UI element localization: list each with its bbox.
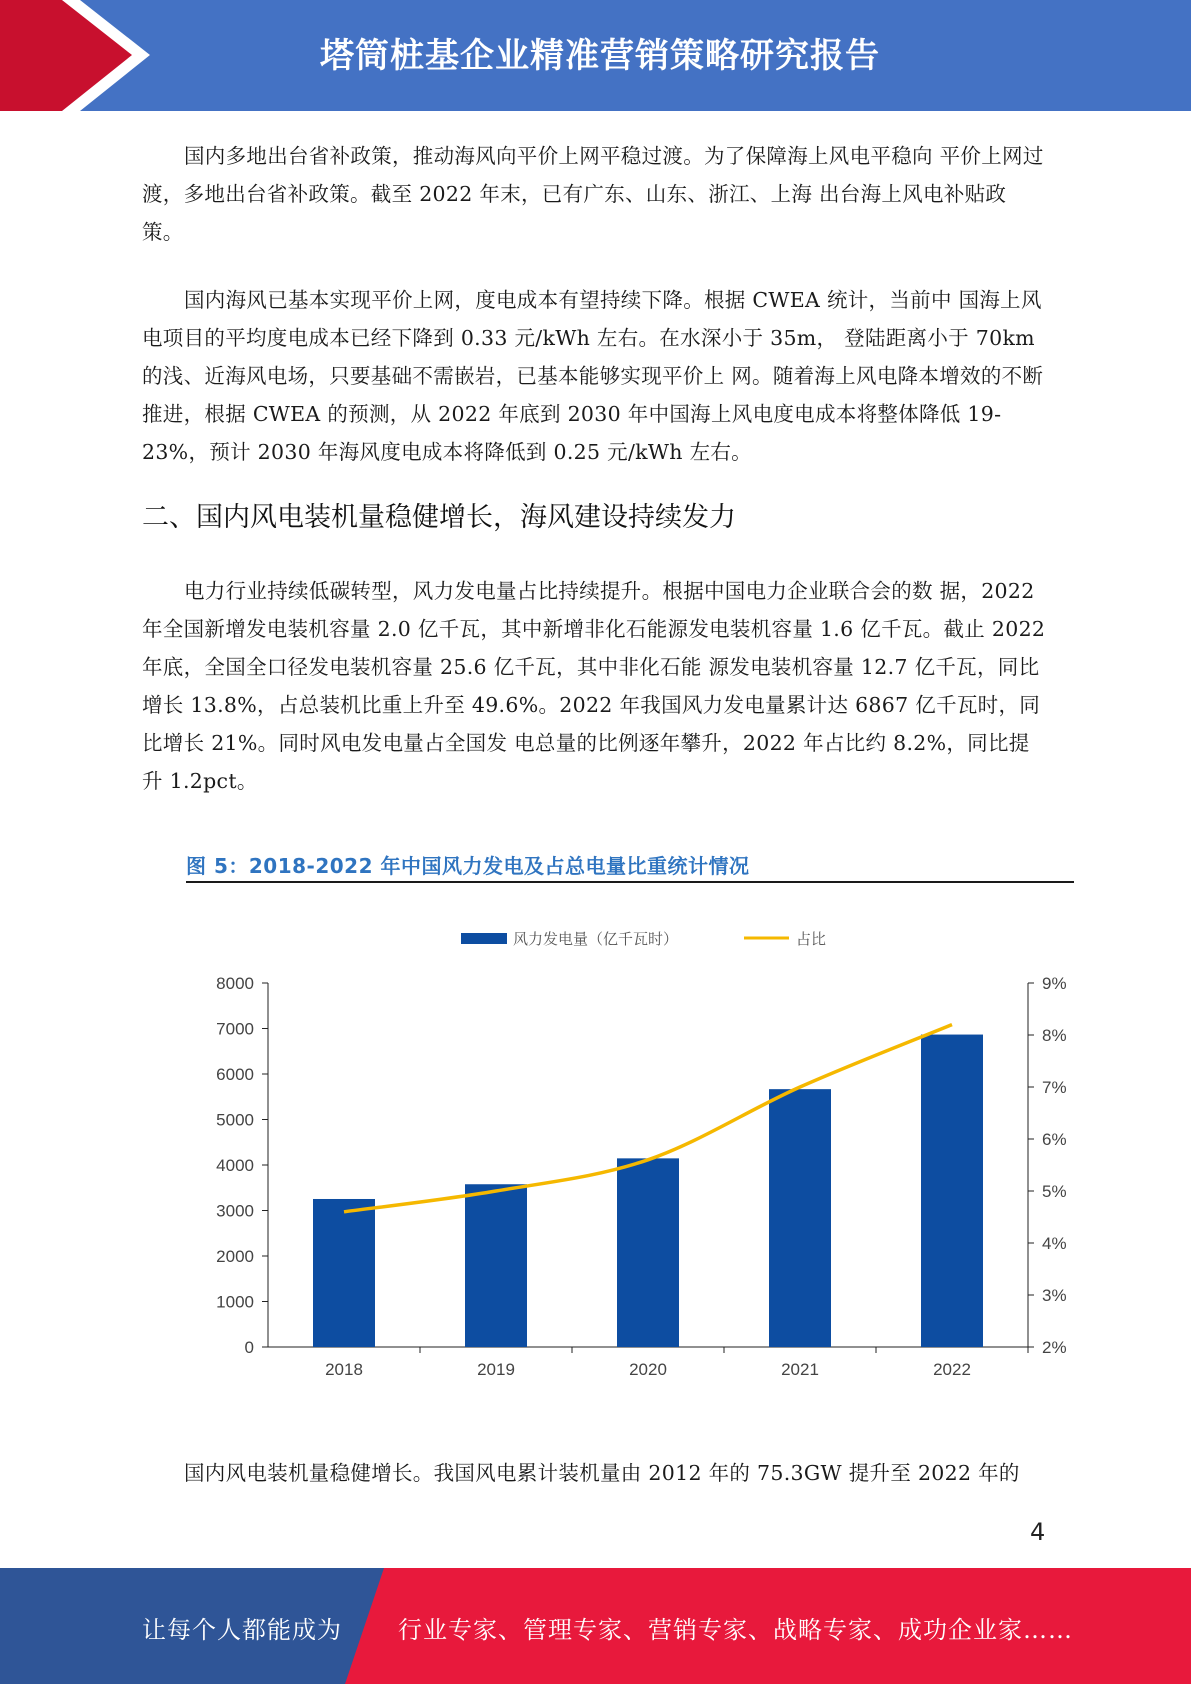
- y-left-tick-label: 8000: [216, 974, 254, 993]
- y-left-tick-label: 4000: [216, 1156, 254, 1175]
- x-tick-label: 2022: [933, 1360, 971, 1379]
- x-tick-label: 2021: [781, 1360, 819, 1379]
- figure-title: 图 5：2018-2022 年中国风力发电及占总电量比重统计情况: [186, 854, 750, 878]
- y-right-tick-label: 2%: [1042, 1338, 1067, 1357]
- y-left-tick-label: 5000: [216, 1110, 254, 1130]
- header-red-arrow: [0, 0, 150, 111]
- chart-svg: [186, 900, 1074, 1400]
- y-left-tick-label: 3000: [216, 1201, 254, 1221]
- section-heading: 二、国内风电装机量稳健增长，海风建设持续发力: [142, 502, 736, 533]
- legend-label-line: 占比: [796, 931, 827, 948]
- y-right-tick-label: 4%: [1042, 1234, 1067, 1253]
- bar: [769, 1089, 831, 1347]
- y-right-tick-label: 9%: [1042, 974, 1067, 993]
- legend-swatch-bar: [461, 933, 507, 944]
- y-left-tick-label: 7000: [216, 1019, 254, 1039]
- page-header: [0, 0, 1191, 111]
- paragraph-4: 国内风电装机量稳健增长。我国风电累计装机量由 2012 年的 75.3GW 提升至 2022 年的: [184, 1461, 1020, 1485]
- bar: [921, 1035, 983, 1347]
- y-left-tick-label: 2000: [216, 1247, 254, 1266]
- paragraph-1: 国内多地出台省补政策，推动海风向平价上网平稳过渡。为了保障海上风电平稳向 平价上网过渡，多地出台省补政策。截至 2022 年末，已有广东、山东、浙江、上海 出台海上风电补贴政策。: [142, 144, 1044, 244]
- y-right-tick-label: 6%: [1042, 1130, 1067, 1149]
- y-left-tick-label: 0: [244, 1338, 254, 1357]
- x-tick-label: 2019: [477, 1360, 515, 1379]
- chart-legend: [461, 930, 826, 948]
- report-title: 塔筒桩基企业精准营销策略研究报告: [320, 36, 880, 76]
- y-right-tick-label: 3%: [1042, 1286, 1067, 1305]
- bar: [465, 1184, 527, 1347]
- x-tick-label: 2018: [325, 1360, 363, 1379]
- footer-slogan-left: 让每个人都能成为: [142, 1616, 342, 1644]
- y-left-tick-label: 1000: [216, 1292, 254, 1312]
- paragraph-2: 国内海风已基本实现平价上网，度电成本有望持续下降。根据 CWEA 统计，当前中 国海上风电项目的平均度电成本已经下降到 0.33 元/kWh 左右。在水深小于 35m， 登陆距离小于 70km 的浅、近海风电场，只要基础不需嵌岩，已基本能够实现平价上 网。随着海上风电降本增效的不断推进，根据 CWEA 的预测，从 2022 年底到 2030 年中国海上风电度电成本将整体降低 19-23%，预计 2030 年海风度电成本将降低到 0.25 元/kWh 左右。: [142, 288, 1044, 464]
- bar: [617, 1158, 679, 1347]
- paragraph-3: 电力行业持续低碳转型，风力发电量占比持续提升。根据中国电力企业联合会的数 据，2022 年全国新增发电装机容量 2.0 亿千瓦，其中新增非化石能源发电装机容量 1.6 亿千瓦。截止 2022 年底，全国全口径发电装机容量 25.6 亿千瓦，其中非化石能 源发电装机容量 12.7 亿千瓦，同比增长 13.8%，占总装机比重上升至 49.6%。2022 年我国风力发电量累计达 6867 亿千瓦时，同比增长 21%。同时风电发电量占全国发 电总量的比例逐年攀升，2022 年占比约 8.2%，同比提升 1.2pct。: [142, 579, 1046, 793]
- chart-bars: [313, 1035, 983, 1347]
- footer-slogan-right: 行业专家、管理专家、营销专家、战略专家、成功企业家……: [398, 1616, 1073, 1644]
- figure-title-rule: [186, 881, 1074, 883]
- page-number: 4: [1030, 1518, 1046, 1546]
- y-right-tick-label: 7%: [1042, 1078, 1067, 1097]
- legend-label-bar: 风力发电量（亿千瓦时）: [513, 931, 679, 948]
- y-left-tick-label: 6000: [216, 1065, 254, 1084]
- bar: [313, 1199, 375, 1347]
- y-right-tick-label: 8%: [1042, 1026, 1067, 1045]
- page-footer: [0, 1568, 1191, 1684]
- x-tick-label: 2020: [629, 1360, 667, 1379]
- y-right-tick-label: 5%: [1042, 1182, 1067, 1201]
- chart: [186, 900, 1074, 1400]
